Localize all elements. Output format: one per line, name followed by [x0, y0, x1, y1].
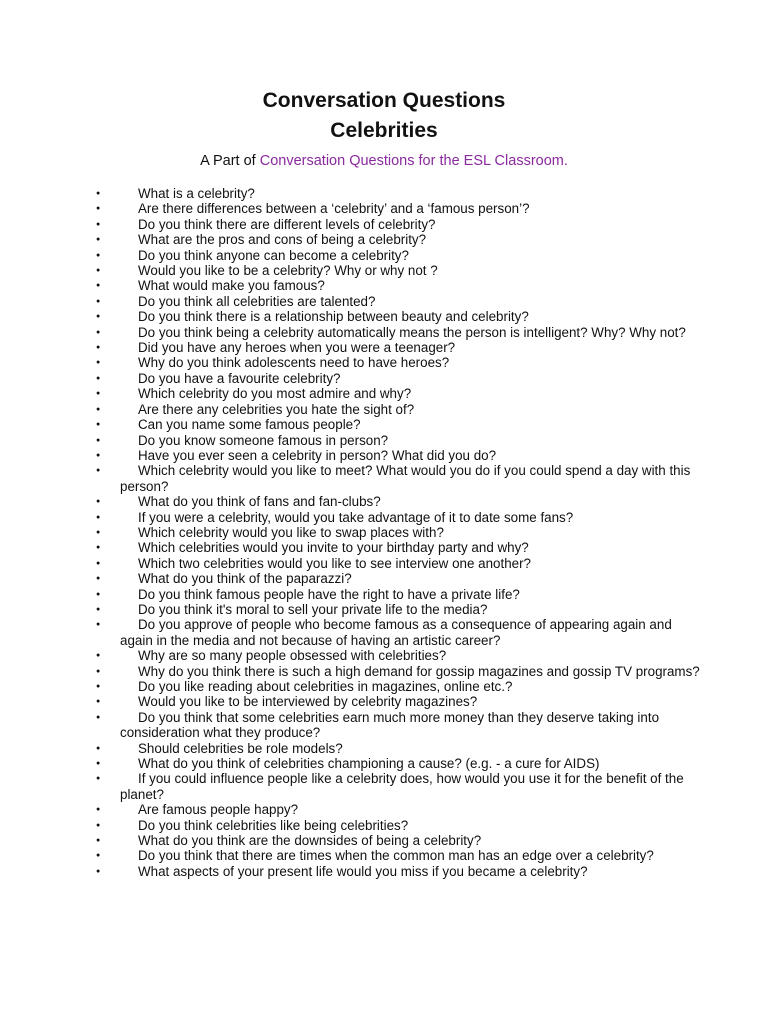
list-item: ● Would you like to be a celebrity? Why or why not ?	[0, 263, 700, 278]
esl-classroom-link[interactable]: Conversation Questions for the ESL Classroom.	[259, 153, 568, 169]
subtitle	[0, 151, 768, 171]
list-item: ● Which celebrities would you invite to your birthday party and why?	[0, 540, 700, 555]
list-item: ● Do you have a favourite celebrity?	[0, 371, 700, 386]
list-item: ● Why do you think adolescents need to have heroes?	[0, 355, 700, 370]
list-item: ● Can you name some famous people?	[0, 417, 700, 432]
list-item: ● Why are so many people obsessed with celebrities?	[0, 648, 700, 663]
list-item: ● If you were a celebrity, would you take advantage of it to date some fans?	[0, 510, 700, 525]
list-item: ● Do you think anyone can become a celebrity?	[0, 248, 700, 263]
list-item: ● Do you approve of people who become famous as a consequence of appearing again and again in the media and not because of having an artistic career?	[0, 617, 700, 648]
list-item: ● If you could influence people like a celebrity does, how would you use it for the benefit of the planet?	[0, 771, 700, 802]
list-item: ● What do you think of the paparazzi?	[0, 571, 700, 586]
list-item: ● Do you like reading about celebrities in magazines, online etc.?	[0, 679, 700, 694]
list-item: ● Do you think that there are times when the common man has an edge over a celebrity?	[0, 848, 700, 863]
list-item: ● Which celebrity do you most admire and why?	[0, 386, 700, 401]
list-item: ● What would make you famous?	[0, 278, 700, 293]
list-item: ● Which two celebrities would you like to see interview one another?	[0, 556, 700, 571]
list-item: ● Do you think there are different levels of celebrity?	[0, 217, 700, 232]
list-item: ● Do you think that some celebrities earn much more money than they deserve taking into consideration what they produce?	[0, 710, 700, 741]
list-item: ● Have you ever seen a celebrity in person? What did you do?	[0, 448, 700, 463]
list-item: ● Why do you think there is such a high demand for gossip magazines and gossip TV programs?	[0, 664, 700, 679]
list-item: ● What are the pros and cons of being a celebrity?	[0, 232, 700, 247]
list-item: ● Are there differences between a ‘celebrity’ and a ‘famous person’?	[0, 201, 700, 216]
page-title	[0, 86, 768, 146]
list-item: ● Should celebrities be role models?	[0, 741, 700, 756]
list-item: ● What do you think are the downsides of being a celebrity?	[0, 833, 700, 848]
list-item: ● Would you like to be interviewed by celebrity magazines?	[0, 694, 700, 709]
title-line-1: Conversation Questions	[262, 89, 506, 112]
list-item: ● Did you have any heroes when you were a teenager?	[0, 340, 700, 355]
list-item: ● Do you think it's moral to sell your private life to the media?	[0, 602, 700, 617]
list-item: ● Which celebrity would you like to swap places with?	[0, 525, 700, 540]
list-item: ● Do you think there is a relationship between beauty and celebrity?	[0, 309, 700, 324]
list-item: ● Which celebrity would you like to meet? What would you do if you could spend a day with this person?	[0, 463, 700, 494]
list-item: ● Do you know someone famous in person?	[0, 433, 700, 448]
list-item: ● Do you think being a celebrity automatically means the person is intelligent? Why? Why not?	[0, 325, 700, 340]
title-line-2: Celebrities	[330, 119, 438, 142]
list-item: ● Are famous people happy?	[0, 802, 700, 817]
question-list	[0, 186, 700, 879]
list-item: ● What aspects of your present life would you miss if you became a celebrity?	[0, 864, 700, 879]
subtitle-prefix: A Part of	[200, 153, 260, 169]
list-item: ● What is a celebrity?	[0, 186, 700, 201]
list-item: ● Do you think all celebrities are talented?	[0, 294, 700, 309]
list-item: ● Do you think famous people have the right to have a private life?	[0, 587, 700, 602]
list-item: ● What do you think of celebrities championing a cause? (e.g. - a cure for AIDS)	[0, 756, 700, 771]
list-item: ● Do you think celebrities like being celebrities?	[0, 818, 700, 833]
list-item: ● What do you think of fans and fan-clubs?	[0, 494, 700, 509]
list-item: ● Are there any celebrities you hate the sight of?	[0, 402, 700, 417]
